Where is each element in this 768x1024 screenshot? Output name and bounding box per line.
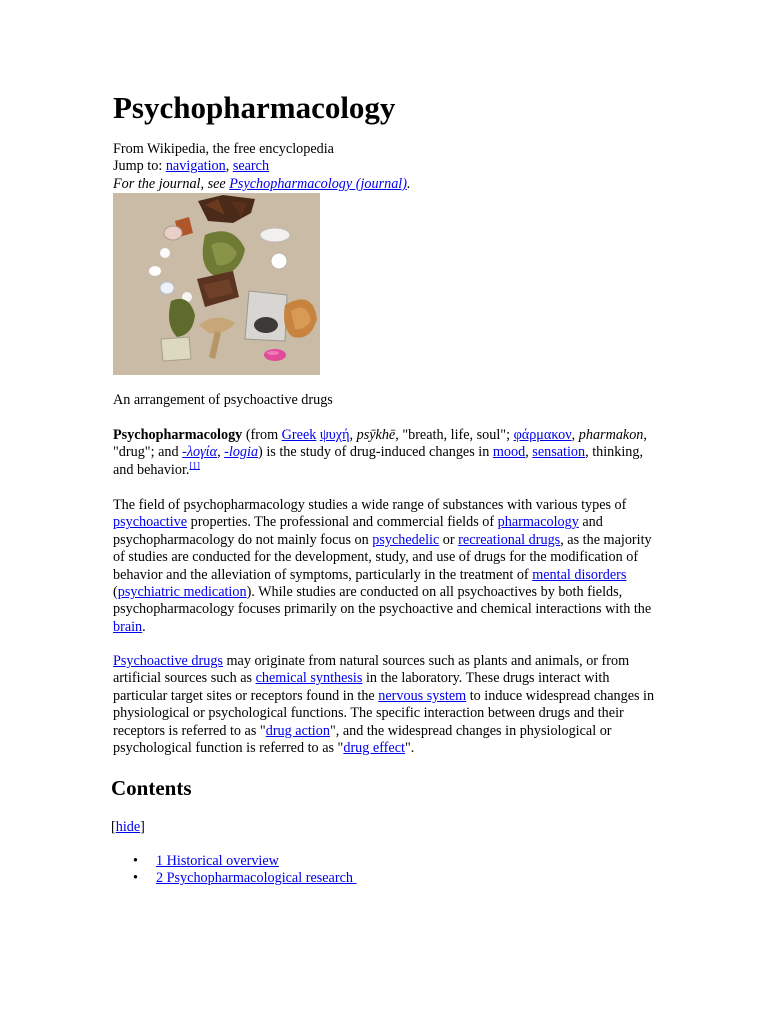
text-run: ( xyxy=(113,584,118,601)
bullet-icon: • xyxy=(133,853,138,869)
text-run: , thinking, and behavior. xyxy=(113,444,644,478)
jump-separator: , xyxy=(225,158,233,175)
text-run: to induce widespread changes in physiological or psychological functions. The specific interaction between drugs and their receptors is referred to as " xyxy=(113,687,655,739)
mental-disorders-link[interactable]: mental disorders xyxy=(532,566,627,583)
article-meta xyxy=(113,141,673,193)
psyche-link[interactable]: ψυχή xyxy=(319,427,350,443)
bullet-icon: • xyxy=(133,870,138,887)
toc-item xyxy=(113,870,357,887)
text-run: ", and the widespread changes in physiological or psychological function is referred to as " xyxy=(113,722,612,757)
jump-to-label: Jump to: xyxy=(113,158,166,175)
chemical-synthesis-link[interactable]: chemical synthesis xyxy=(255,670,363,687)
jump-to-line xyxy=(113,158,673,175)
text-run: ). While studies are conducted on all psychoactives by both fields, psychopharmacology focuses primarily on the psychoactive and chemical interactions with the xyxy=(113,584,652,618)
text-run: may originate from natural sources such as plants and animals, or from artificial sources such as xyxy=(113,653,630,687)
hide-toc-link[interactable]: hide xyxy=(115,819,141,835)
hatnote-text: For the journal, see xyxy=(113,175,230,192)
citation-link[interactable]: [1] xyxy=(189,460,200,471)
bracket-close: ] xyxy=(140,819,145,835)
sensation-link[interactable]: sensation xyxy=(532,444,586,461)
logia-greek-link[interactable]: -λογία xyxy=(182,444,218,461)
toc-item xyxy=(113,853,357,870)
site-subtitle: From Wikipedia, the free encyclopedia xyxy=(113,141,334,157)
toc-toggle xyxy=(111,819,145,836)
text-run: properties. The professional and commercial fields of xyxy=(187,514,498,531)
psychedelic-link[interactable]: psychedelic xyxy=(372,531,440,548)
transliteration: pharmakon xyxy=(578,427,644,443)
transliteration: psȳkhē xyxy=(356,427,396,443)
text-run: , "breath, life, soul"; xyxy=(395,427,514,443)
text-run: The field of psychopharmacology studies a wide range of substances with various types of xyxy=(113,497,627,513)
greek-link[interactable]: Greek xyxy=(281,427,317,443)
image-caption: An arrangement of psychoactive drugs xyxy=(113,392,333,408)
drugs-image[interactable] xyxy=(113,193,320,375)
text-run: , xyxy=(525,444,533,461)
text-run: , "drug"; and xyxy=(113,427,647,461)
text-run: ) is the study of drug-induced changes in xyxy=(258,444,493,461)
toc-link-historical-overview[interactable]: 1 Historical overview xyxy=(156,853,279,869)
hatnote xyxy=(113,176,673,193)
drugs-photo-illustration xyxy=(113,193,320,375)
toc-link-psychopharmacological-research[interactable]: 2 Psychopharmacological research xyxy=(156,870,357,887)
logia-link[interactable]: -logia xyxy=(224,444,259,461)
bold-term: Psychopharmacology xyxy=(113,427,243,443)
psychoactive-link[interactable]: psychoactive xyxy=(113,514,188,531)
brain-link[interactable]: brain xyxy=(113,618,143,635)
text-run: , xyxy=(349,427,357,443)
mood-link[interactable]: mood xyxy=(492,444,526,461)
nervous-system-link[interactable]: nervous system xyxy=(378,687,467,704)
text-run: ". xyxy=(404,740,415,757)
jump-navigation-link[interactable]: navigation xyxy=(165,158,226,175)
text-run: , as the majority of studies are conducted for the development, study, and use of drugs for the modification of behavior and the alleviation of symptoms, particularly in the treatment of xyxy=(113,531,652,583)
page-title: Psychopharmacology xyxy=(113,90,396,125)
lead-paragraph xyxy=(113,427,658,479)
text-run: . xyxy=(142,618,146,635)
text-run: in the laboratory. These drugs interact with particular target sites or receptors found in the xyxy=(113,670,610,704)
text-run: , xyxy=(217,444,225,461)
recreational-drugs-link[interactable]: recreational drugs xyxy=(458,531,561,548)
pharmakon-link[interactable]: φάρμακον xyxy=(513,427,572,443)
contents-heading: Contents xyxy=(111,776,192,800)
text-run: or xyxy=(439,531,459,548)
body-paragraph-2 xyxy=(113,653,658,757)
pharmacology-link[interactable]: pharmacology xyxy=(497,514,579,531)
psychoactive-drugs-link[interactable]: Psychoactive drugs xyxy=(113,653,223,669)
text-run: , xyxy=(571,427,579,443)
drug-action-link[interactable]: drug action xyxy=(265,722,330,739)
drug-effect-link[interactable]: drug effect xyxy=(343,740,405,757)
text-run: and psychopharmacology do not mainly focus on xyxy=(113,514,603,548)
jump-search-link[interactable]: search xyxy=(232,158,270,175)
toc-list xyxy=(113,853,357,888)
text-run: (from xyxy=(242,427,282,443)
hatnote-period: . xyxy=(406,175,411,192)
bracket-open: [ xyxy=(111,819,116,835)
body-paragraph-1 xyxy=(113,497,658,636)
psychiatric-medication-link[interactable]: psychiatric medication xyxy=(117,584,247,601)
journal-link[interactable]: Psychopharmacology (journal) xyxy=(229,175,407,192)
